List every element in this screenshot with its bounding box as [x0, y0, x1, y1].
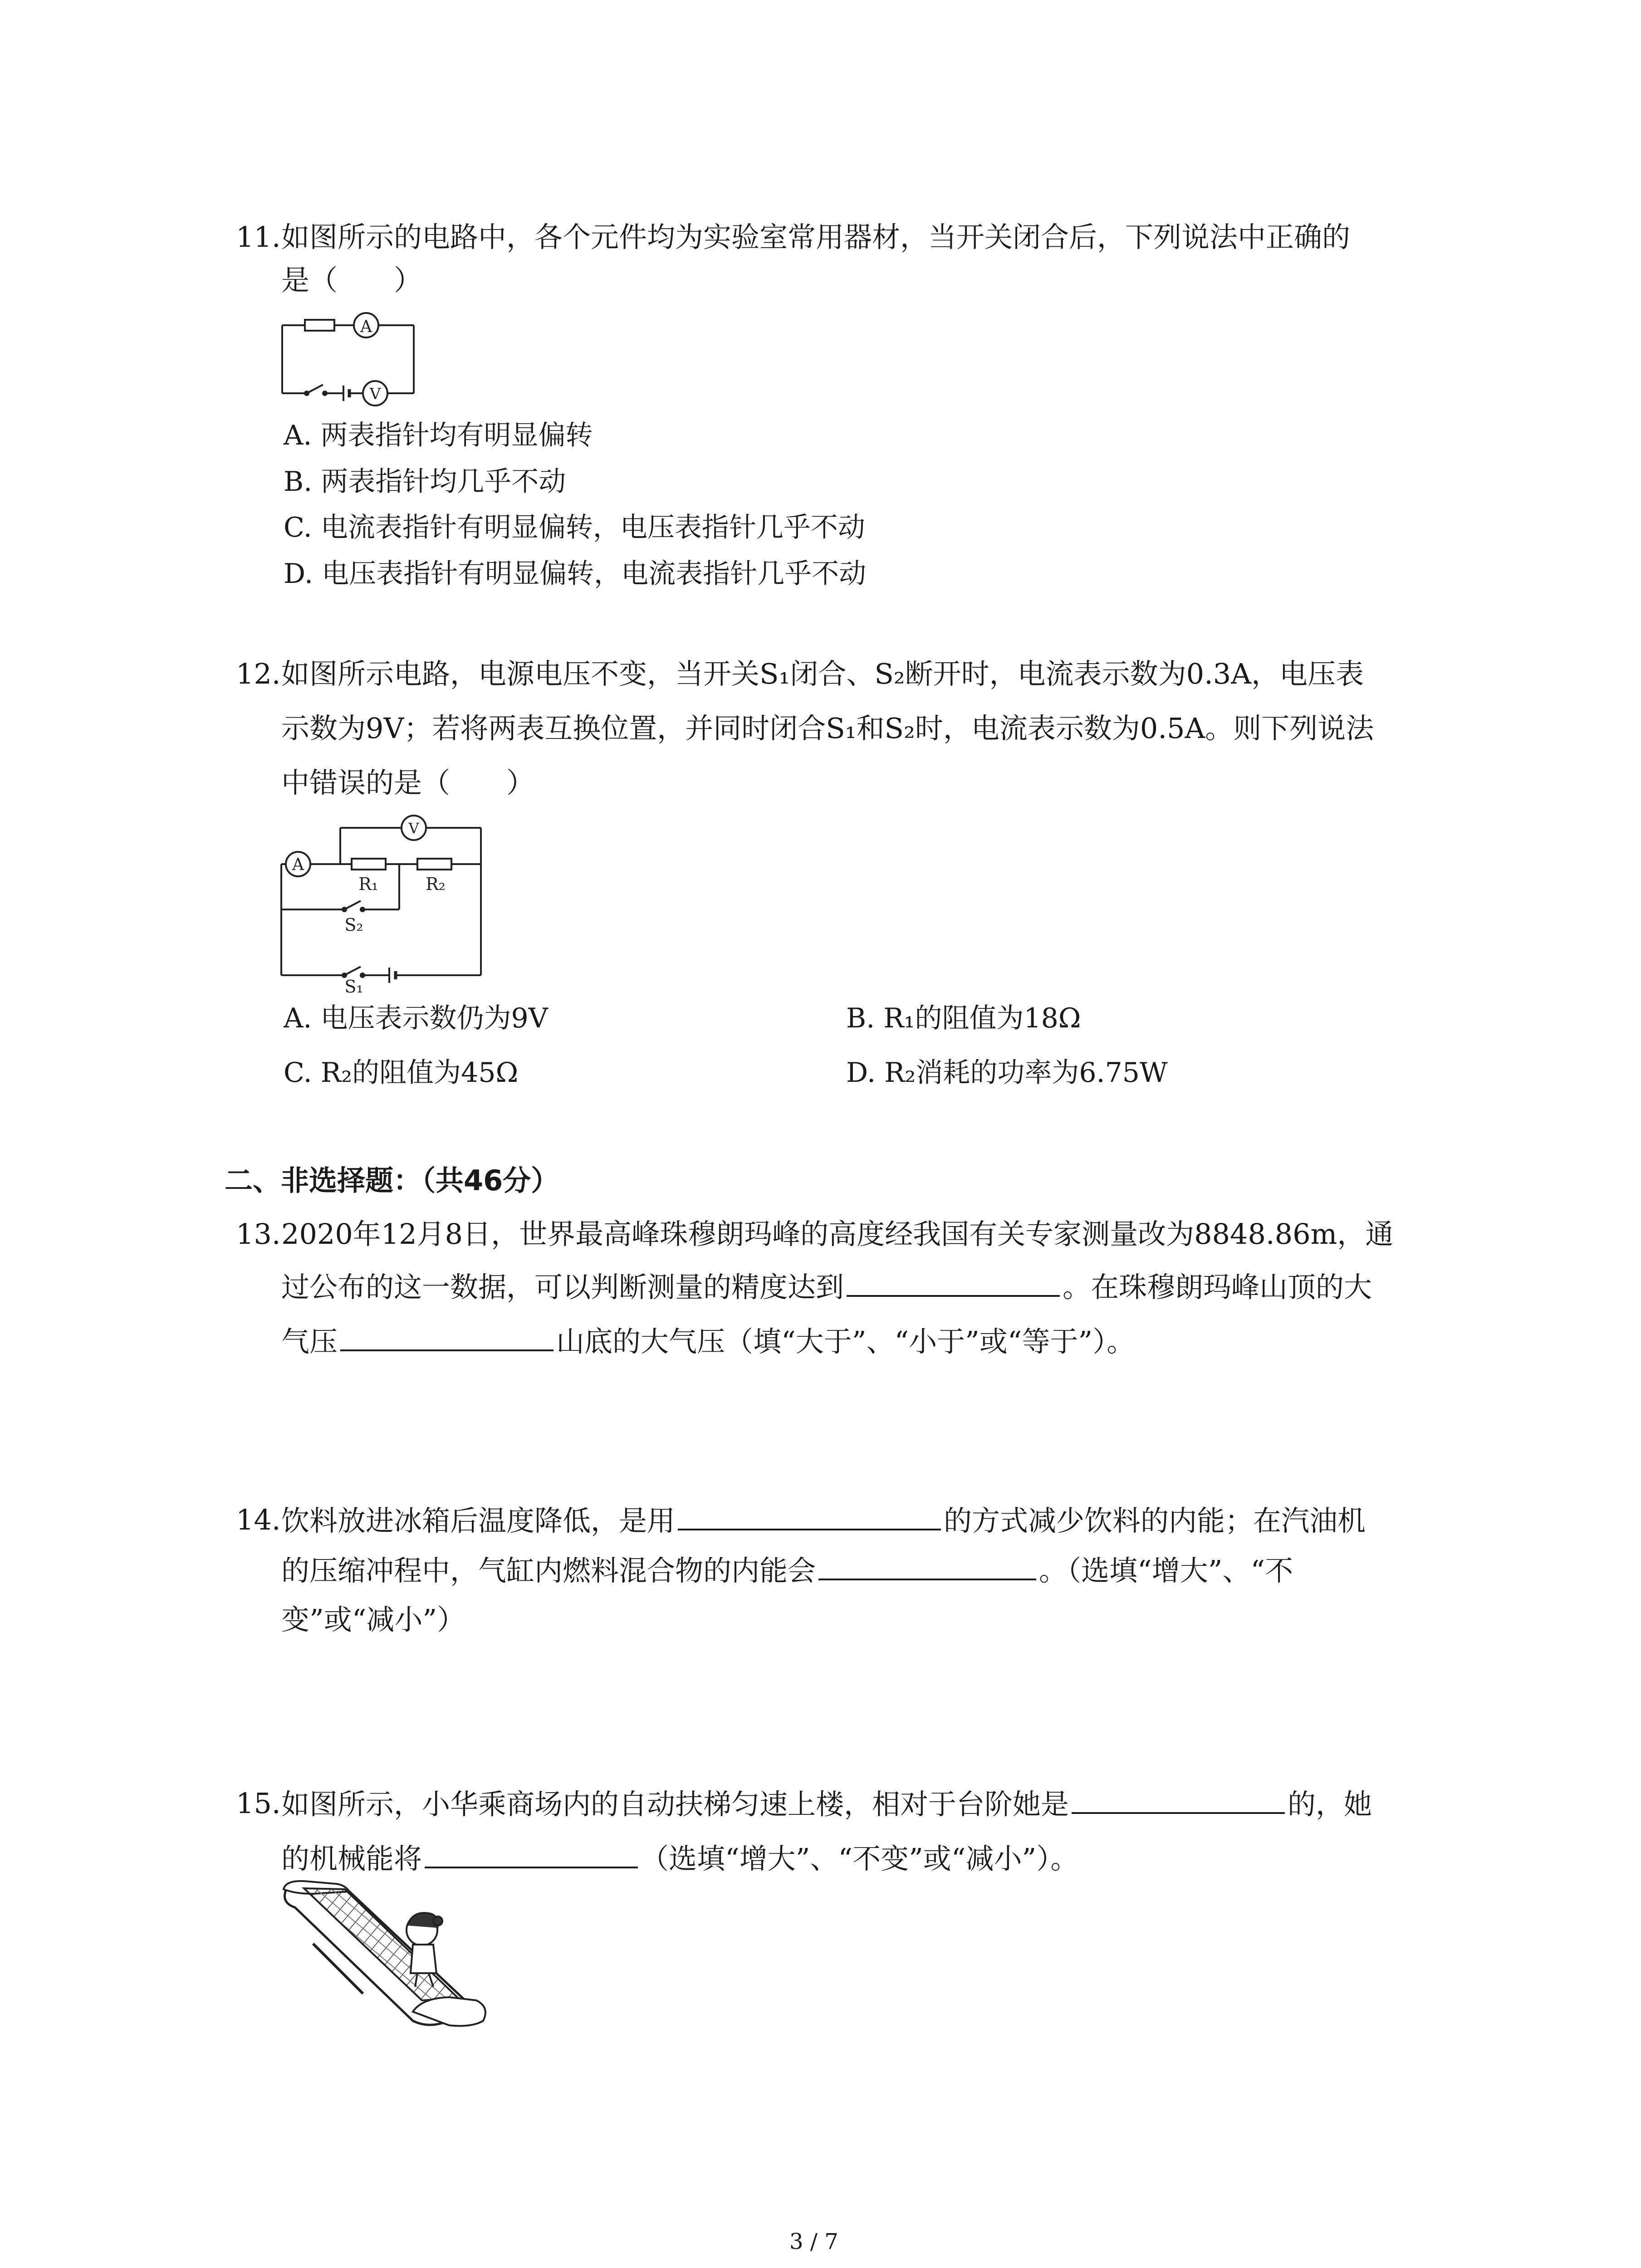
q15-text-line1	[281, 1788, 1372, 1821]
q12-option-a: A. 电压表示数仍为9V	[284, 1002, 548, 1034]
q14-line2-after: 。（选填“增大”、“不	[1039, 1554, 1293, 1587]
page-number: 3 / 7	[789, 2229, 838, 2254]
q12-text-line2: 示数为9V；若将两表互换位置，并同时闭合S₁和S₂时，电流表示数为0.5A。则下列说法	[281, 712, 1374, 745]
q12-r2-label: R₂	[426, 874, 446, 894]
q11-option-d: D. 电压表指针有明显偏转，电流表指针几乎不动	[284, 558, 867, 590]
q13-blank-precision[interactable]	[847, 1272, 1060, 1297]
q14-blank-energy[interactable]	[818, 1556, 1036, 1580]
q15-line2-after: （选填“增大”、“不变”或“减小”）。	[641, 1842, 1079, 1875]
q14-text-line1	[281, 1506, 1366, 1535]
q11-option-c: C. 电流表指针有明显偏转，电压表指针几乎不动	[284, 512, 865, 543]
q12-option-d: D. R₂消耗的功率为6.75W	[846, 1057, 1168, 1089]
q13-text-line3	[281, 1327, 1135, 1356]
q13-blank-pressure[interactable]	[340, 1327, 554, 1351]
q13-text-line2	[281, 1271, 1372, 1304]
q11-text-line1: 如图所示的电路中，各个元件均为实验室常用器材，当开关闭合后，下列说法中正确的	[281, 220, 1351, 254]
q11-text-line2: 是（ ）	[281, 264, 422, 297]
q12-s1-label: S₁	[344, 977, 363, 993]
q12-option-c: C. R₂的阻值为45Ω	[284, 1057, 519, 1089]
q15-number: 15.	[236, 1787, 281, 1820]
q14-line1-before: 饮料放进冰箱后温度降低，是用	[281, 1504, 676, 1537]
q11-circuit-diagram	[278, 305, 423, 409]
q11-option-a: A. 两表指针均有明显偏转	[284, 420, 593, 451]
q13-line3-before: 气压	[281, 1325, 338, 1358]
q14-line1-after: 的方式减少饮料的内能；在汽油机	[944, 1504, 1366, 1537]
q13-text-line1: 2020年12月8日，世界最高峰珠穆朗玛峰的高度经我国有关专家测量改为8848.86m，通	[281, 1217, 1394, 1251]
q15-blank-energy[interactable]	[425, 1844, 638, 1868]
section-title: 二、非选择题：（共46分）	[225, 1164, 559, 1197]
q15-line2-before: 的机械能将	[281, 1842, 422, 1875]
q14-text-line3: 变”或“减小”）	[281, 1603, 465, 1636]
q14-line2-before: 的压缩冲程中，气缸内燃料混合物的内能会	[281, 1554, 816, 1587]
q14-text-line2	[281, 1556, 1293, 1585]
q11-ammeter-label: A	[360, 318, 372, 336]
q14-blank-method[interactable]	[678, 1506, 941, 1530]
q15-line1-after: 的，她	[1288, 1788, 1372, 1821]
q13-number: 13.	[236, 1217, 281, 1251]
escalator-illustration	[277, 1876, 495, 2030]
q15-text-line2	[281, 1844, 1078, 1873]
q14-number: 14.	[236, 1503, 281, 1536]
q11-number: 11.	[236, 220, 281, 254]
q15-line1-before: 如图所示，小华乘商场内的自动扶梯匀速上楼，相对于台阶她是	[281, 1788, 1069, 1821]
q13-line3-after: 山底的大气压（填“大于”、“小于”或“等于”）。	[556, 1325, 1135, 1358]
q12-voltmeter-label: V	[408, 820, 419, 837]
q12-text-line1: 如图所示电路，电源电压不变，当开关S₁闭合、S₂断开时，电流表示数为0.3A，电压表	[281, 657, 1364, 690]
q12-option-b: B. R₁的阻值为18Ω	[846, 1002, 1081, 1034]
q11-voltmeter-label: V	[369, 385, 381, 403]
q12-r1-label: R₁	[358, 874, 378, 894]
q12-number: 12.	[236, 657, 281, 690]
q13-line2-before: 过公布的这一数据，可以判断测量的精度达到	[281, 1271, 844, 1304]
q15-blank-motion[interactable]	[1072, 1789, 1285, 1814]
q12-circuit-diagram	[277, 812, 485, 993]
q11-option-b: B. 两表指针均几乎不动	[284, 466, 566, 498]
q13-line2-after: 。在珠穆朗玛峰山顶的大	[1063, 1271, 1372, 1304]
q12-ammeter-label: A	[292, 855, 304, 874]
q12-s2-label: S₂	[344, 915, 363, 935]
q12-text-line3: 中错误的是（ ）	[281, 766, 535, 799]
